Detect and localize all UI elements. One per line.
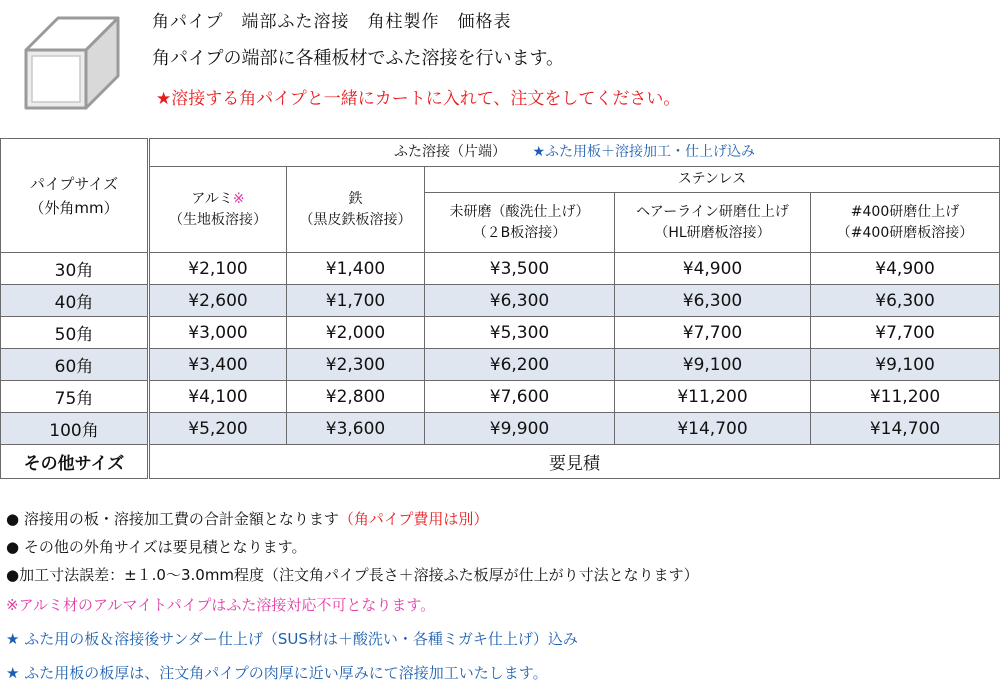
price-sus-hairline: ¥7,700 [615, 317, 811, 349]
weld-header-main: ふた溶接（片端） [394, 144, 507, 160]
note-pipe-excluded: （角パイプ費用は別） [338, 510, 489, 528]
col-header-aluminum [149, 167, 287, 253]
col-alu-sub: （生地板溶接） [169, 211, 267, 228]
price-sus-400: ¥4,900 [811, 253, 1000, 285]
row-size: 100角 [1, 413, 149, 445]
row-size: 50角 [1, 317, 149, 349]
col-sus3-sub: （#400研磨板溶接） [836, 224, 974, 241]
col-sus1-sub: （２B板溶接） [472, 224, 567, 241]
cart-warning: ★溶接する角パイプと一緒にカートに入れて、注文をしてください。 [156, 89, 681, 109]
price-iron: ¥2,000 [287, 317, 425, 349]
table-row [1, 349, 1000, 381]
col-sus1-name: 未研磨（酸洗仕上げ） [449, 203, 590, 220]
col-alu-name: アルミ [191, 190, 233, 207]
price-sus-400: ¥7,700 [811, 317, 1000, 349]
table-row [1, 285, 1000, 317]
table-row [1, 413, 1000, 445]
col-sus2-name: ヘアーライン研磨仕上げ [636, 203, 789, 220]
price-aluminum: ¥3,400 [149, 349, 287, 381]
page-subtitle: 角パイプの端部に各種板材でふた溶接を行います。 [152, 48, 565, 69]
price-iron: ¥2,300 [287, 349, 425, 381]
col-header-sus-hairline [615, 193, 811, 253]
note-plate-thickness: ★ ふた用板の板厚は、注文角パイプの肉厚に近い厚みにて溶接加工いたします。 [6, 664, 548, 682]
pipe-size-header [1, 139, 149, 253]
square-pipe-icon [18, 12, 128, 112]
table-row [1, 317, 1000, 349]
pipe-size-header-line1: パイプサイズ [29, 174, 119, 193]
col-header-sus-unpolished [425, 193, 615, 253]
weld-header [149, 139, 1000, 167]
price-sus-400: ¥11,200 [811, 381, 1000, 413]
price-aluminum: ¥4,100 [149, 381, 287, 413]
note-total-price-text: ● 溶接用の板・溶接加工費の合計金額となります [6, 510, 339, 528]
price-sus-unpolished: ¥6,300 [425, 285, 615, 317]
table-row [1, 381, 1000, 413]
col-alu-mark: ※ [232, 190, 245, 207]
price-sus-hairline: ¥9,100 [615, 349, 811, 381]
note-other-sizes: ● その他の外角サイズは要見積となります。 [6, 538, 307, 556]
price-sus-unpolished: ¥6,200 [425, 349, 615, 381]
note-alumite: ※アルミ材のアルマイトパイプはふた溶接対応不可となります。 [6, 596, 436, 614]
col-iron-name: 鉄 [348, 190, 363, 207]
col-header-sus-400 [811, 193, 1000, 253]
price-iron: ¥2,800 [287, 381, 425, 413]
pipe-size-header-line2: （外角mm） [29, 198, 119, 217]
price-sus-hairline: ¥11,200 [615, 381, 811, 413]
row-size: 30角 [1, 253, 149, 285]
row-size: 75角 [1, 381, 149, 413]
page-title: 角パイプ 端部ふた溶接 角柱製作 価格表 [152, 12, 512, 32]
price-iron: ¥1,700 [287, 285, 425, 317]
page-header [0, 0, 1000, 130]
col-header-iron [287, 167, 425, 253]
col-iron-sub: （黒皮鉄板溶接） [299, 211, 412, 228]
price-sus-unpolished: ¥5,300 [425, 317, 615, 349]
price-aluminum: ¥2,100 [149, 253, 287, 285]
col-sus3-name: #400研磨仕上げ [850, 203, 960, 220]
note-included-finish: ★ ふた用の板＆溶接後サンダー仕上げ（SUS材は＋酸洗い・各種ミガキ仕上げ）込み [6, 630, 578, 648]
price-aluminum: ¥5,200 [149, 413, 287, 445]
other-size-value: 要見積 [149, 445, 1000, 479]
price-aluminum: ¥3,000 [149, 317, 287, 349]
table-row [1, 253, 1000, 285]
row-size: 40角 [1, 285, 149, 317]
price-sus-400: ¥9,100 [811, 349, 1000, 381]
price-sus-unpolished: ¥7,600 [425, 381, 615, 413]
other-size-label: その他サイズ [1, 445, 149, 479]
col-sus2-sub: （HL研磨板溶接） [654, 224, 771, 241]
weld-header-note: ★ふた用板＋溶接加工・仕上げ込み [532, 144, 756, 160]
row-size: 60角 [1, 349, 149, 381]
price-sus-400: ¥6,300 [811, 285, 1000, 317]
price-iron: ¥1,400 [287, 253, 425, 285]
price-sus-hairline: ¥4,900 [615, 253, 811, 285]
table-row-other [1, 445, 1000, 479]
price-sus-400: ¥14,700 [811, 413, 1000, 445]
price-table [0, 138, 1000, 479]
price-sus-unpolished: ¥3,500 [425, 253, 615, 285]
price-sus-hairline: ¥14,700 [615, 413, 811, 445]
stainless-header: ステンレス [425, 167, 1000, 193]
note-total-price [6, 508, 488, 529]
price-sus-unpolished: ¥9,900 [425, 413, 615, 445]
price-iron: ¥3,600 [287, 413, 425, 445]
note-tolerance: ●加工寸法誤差：±１.0〜3.0mm程度（注文角パイプ長さ＋溶接ふた板厚が仕上がり寸法となります） [6, 566, 699, 584]
price-sus-hairline: ¥6,300 [615, 285, 811, 317]
price-aluminum: ¥2,600 [149, 285, 287, 317]
